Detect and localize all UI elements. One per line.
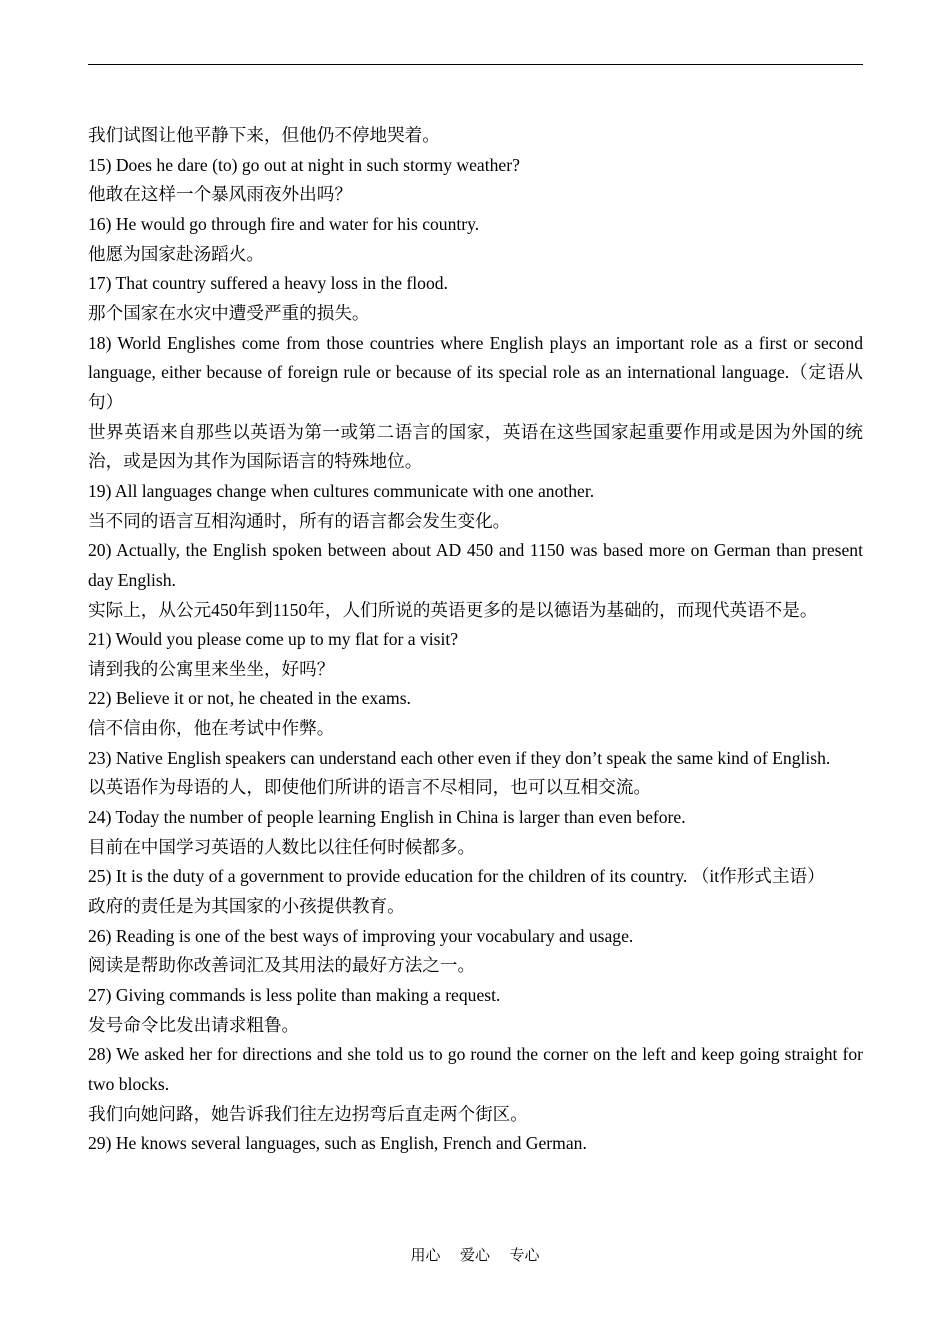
- text-line: 24) Today the number of people learning English in China is larger than even before.: [88, 807, 686, 828]
- text-line: 我们试图让他平静下来，但他仍不停地哭着。: [88, 125, 440, 145]
- document-body: [88, 121, 863, 1159]
- text-line: 18) World Englishes come from those countries where English plays an important role as a first or second language, either because of foreign rule or because of its special role as an international language.（定语从句）: [88, 332, 863, 412]
- text-line: 阅读是帮助你改善词汇及其用法的最好方法之一。: [88, 955, 476, 976]
- header-rule: [88, 64, 863, 65]
- text-line: 20) Actually, the English spoken between about AD 450 and 1150 was based more on German than present day English.: [88, 540, 863, 590]
- text-line: 26) Reading is one of the best ways of improving your vocabulary and usage.: [88, 925, 634, 946]
- text-line: 他敢在这样一个暴风雨夜外出吗？: [88, 184, 352, 205]
- text-line: 23) Native English speakers can understand each other even if they don’t speak the same kind of English.: [88, 747, 831, 768]
- text-line: 17) That country suffered a heavy loss in the flood.: [88, 273, 448, 294]
- text-line: 政府的责任是为其国家的小孩提供教育。: [88, 896, 405, 917]
- text-line: 22) Believe it or not, he cheated in the exams.: [88, 688, 411, 709]
- text-line: 我们向她问路，她告诉我们往左边拐弯后直走两个街区。: [88, 1103, 528, 1124]
- text-line: 19) All languages change when cultures communicate with one another.: [88, 480, 595, 501]
- page-footer: [0, 1246, 950, 1266]
- text-line: 信不信由你，他在考试中作弊。: [88, 718, 335, 739]
- text-line: 28) We asked her for directions and she told us to go round the corner on the left and keep going straight for two blocks.: [88, 1044, 863, 1094]
- text-line: 请到我的公寓里来坐坐，好吗？: [88, 658, 335, 679]
- text-line: 27) Giving commands is less polite than making a request.: [88, 985, 501, 1006]
- footer-text: 用心 爱心 专心: [410, 1248, 540, 1264]
- text-line: 当不同的语言互相沟通时，所有的语言都会发生变化。: [88, 510, 511, 531]
- text-line: 那个国家在水灾中遭受严重的损失。: [88, 302, 370, 323]
- text-line: 15) Does he dare (to) go out at night in such stormy weather?: [88, 154, 520, 175]
- text-line: 目前在中国学习英语的人数比以往任何时候都多。: [88, 836, 476, 857]
- text-line: 16) He would go through fire and water for his country.: [88, 213, 480, 234]
- text-line: 世界英语来自那些以英语为第一或第二语言的国家，英语在这些国家起重要作用或是因为外国的统治，或是因为其作为国际语言的特殊地位。: [88, 421, 863, 472]
- text-line: 以英语作为母语的人，即使他们所讲的语言不尽相同，也可以互相交流。: [88, 777, 652, 798]
- text-line: 29) He knows several languages, such as English, French and German.: [88, 1133, 587, 1154]
- text-line: 21) Would you please come up to my flat for a visit?: [88, 629, 459, 650]
- text-line: 他愿为国家赴汤蹈火。: [88, 243, 264, 264]
- text-line: 发号命令比发出请求粗鲁。: [88, 1014, 300, 1035]
- text-line: 25) It is the duty of a government to provide education for the children of its country. （it作形式主语）: [88, 866, 825, 887]
- text-line: 实际上，从公元450年到1150年，人们所说的英语更多的是以德语为基础的，而现代英语不是。: [88, 599, 818, 620]
